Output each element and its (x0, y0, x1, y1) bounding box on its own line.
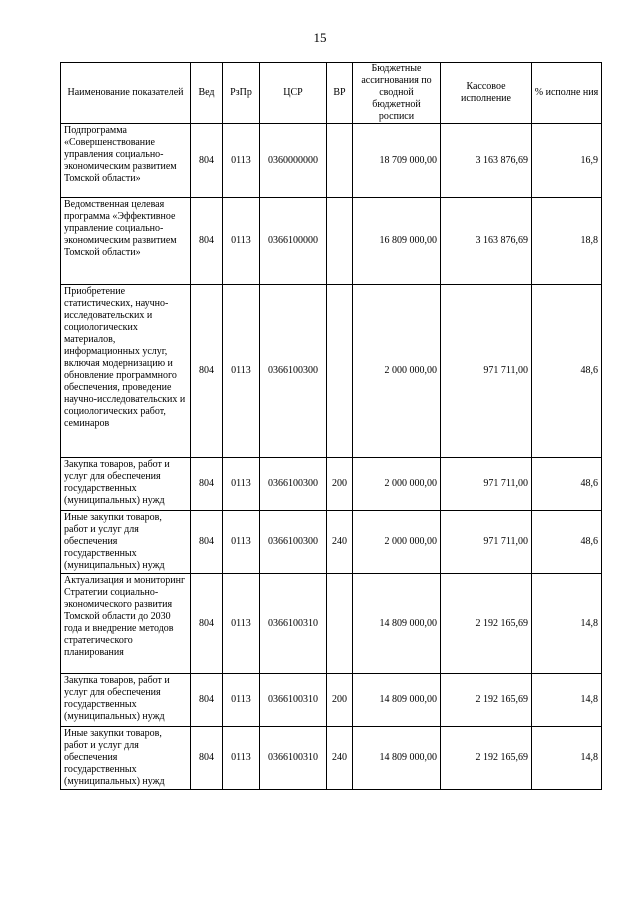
row-cash: 3 163 876,69 (441, 124, 532, 198)
row-percent: 14,8 (532, 574, 602, 674)
row-percent: 14,8 (532, 727, 602, 790)
row-rzpr: 0113 (223, 574, 260, 674)
row-csr: 0366100300 (260, 511, 327, 574)
row-vr (327, 574, 353, 674)
row-cash: 3 163 876,69 (441, 198, 532, 285)
row-name: Закупка товаров, работ и услуг для обеспечения государственных (муниципальных) нужд (61, 458, 191, 511)
table-row (61, 458, 602, 511)
header-name: Наименование показателей (61, 63, 191, 124)
row-ved: 804 (191, 458, 223, 511)
row-csr: 0366100000 (260, 198, 327, 285)
header-rzpr: РзПр (223, 63, 260, 124)
row-rzpr: 0113 (223, 198, 260, 285)
row-name: Иные закупки товаров, работ и услуг для обеспечения государственных (муниципальных) нужд (61, 511, 191, 574)
row-budget: 2 000 000,00 (353, 285, 441, 458)
table-header-row (61, 63, 602, 124)
row-rzpr: 0113 (223, 458, 260, 511)
row-ved: 804 (191, 285, 223, 458)
row-vr (327, 198, 353, 285)
row-rzpr: 0113 (223, 124, 260, 198)
row-vr: 240 (327, 727, 353, 790)
row-ved: 804 (191, 124, 223, 198)
row-csr: 0360000000 (260, 124, 327, 198)
row-percent: 18,8 (532, 198, 602, 285)
row-percent: 48,6 (532, 458, 602, 511)
row-vr: 200 (327, 674, 353, 727)
row-name: Ведомственная целевая программа «Эффективное управление социально-экономическим развитием Томской области» (61, 198, 191, 285)
row-rzpr: 0113 (223, 511, 260, 574)
table-row (61, 285, 602, 458)
row-csr: 0366100310 (260, 674, 327, 727)
table-row (61, 574, 602, 674)
row-vr: 240 (327, 511, 353, 574)
row-percent: 16,9 (532, 124, 602, 198)
row-budget: 14 809 000,00 (353, 727, 441, 790)
row-name: Актуализация и мониторинг Стратегии социально-экономического развития Томской области до 2030 года и внедрение методов стратегического планирования (61, 574, 191, 674)
header-cash: Кассовое исполнение (441, 63, 532, 124)
row-rzpr: 0113 (223, 674, 260, 727)
row-rzpr: 0113 (223, 727, 260, 790)
row-csr: 0366100310 (260, 574, 327, 674)
row-vr (327, 285, 353, 458)
table-row (61, 124, 602, 198)
row-percent: 14,8 (532, 674, 602, 727)
row-name: Иные закупки товаров, работ и услуг для обеспечения государственных (муниципальных) нужд (61, 727, 191, 790)
row-budget: 14 809 000,00 (353, 674, 441, 727)
table-row (61, 511, 602, 574)
row-percent: 48,6 (532, 511, 602, 574)
header-vr: ВР (327, 63, 353, 124)
row-cash: 971 711,00 (441, 285, 532, 458)
row-budget: 2 000 000,00 (353, 458, 441, 511)
row-name: Подпрограмма «Совершенствование управления социально-экономическим развитием Томской области» (61, 124, 191, 198)
row-ved: 804 (191, 727, 223, 790)
table-row (61, 727, 602, 790)
row-csr: 0366100300 (260, 458, 327, 511)
table-row (61, 198, 602, 285)
header-percent: % исполне ния (532, 63, 602, 124)
row-rzpr: 0113 (223, 285, 260, 458)
row-budget: 16 809 000,00 (353, 198, 441, 285)
row-csr: 0366100310 (260, 727, 327, 790)
row-budget: 2 000 000,00 (353, 511, 441, 574)
header-budget: Бюджетные ассигнования по сводной бюджетной росписи (353, 63, 441, 124)
header-ved: Вед (191, 63, 223, 124)
table-row (61, 674, 602, 727)
row-vr: 200 (327, 458, 353, 511)
budget-execution-table (60, 62, 602, 790)
row-name: Приобретение статистических, научно-исследовательских и социологических материалов, информационных услуг, включая модернизацию и обновление программного обеспечения, проведение научно-исследовательских и социологических работ, семинаров (61, 285, 191, 458)
header-csr: ЦСР (260, 63, 327, 124)
row-cash: 2 192 165,69 (441, 727, 532, 790)
page-number: 15 (313, 30, 327, 45)
row-cash: 2 192 165,69 (441, 574, 532, 674)
row-ved: 804 (191, 198, 223, 285)
row-name: Закупка товаров, работ и услуг для обеспечения государственных (муниципальных) нужд (61, 674, 191, 727)
row-ved: 804 (191, 674, 223, 727)
row-budget: 18 709 000,00 (353, 124, 441, 198)
row-ved: 804 (191, 511, 223, 574)
row-cash: 971 711,00 (441, 511, 532, 574)
row-csr: 0366100300 (260, 285, 327, 458)
row-budget: 14 809 000,00 (353, 574, 441, 674)
row-vr (327, 124, 353, 198)
row-ved: 804 (191, 574, 223, 674)
row-percent: 48,6 (532, 285, 602, 458)
row-cash: 971 711,00 (441, 458, 532, 511)
row-cash: 2 192 165,69 (441, 674, 532, 727)
